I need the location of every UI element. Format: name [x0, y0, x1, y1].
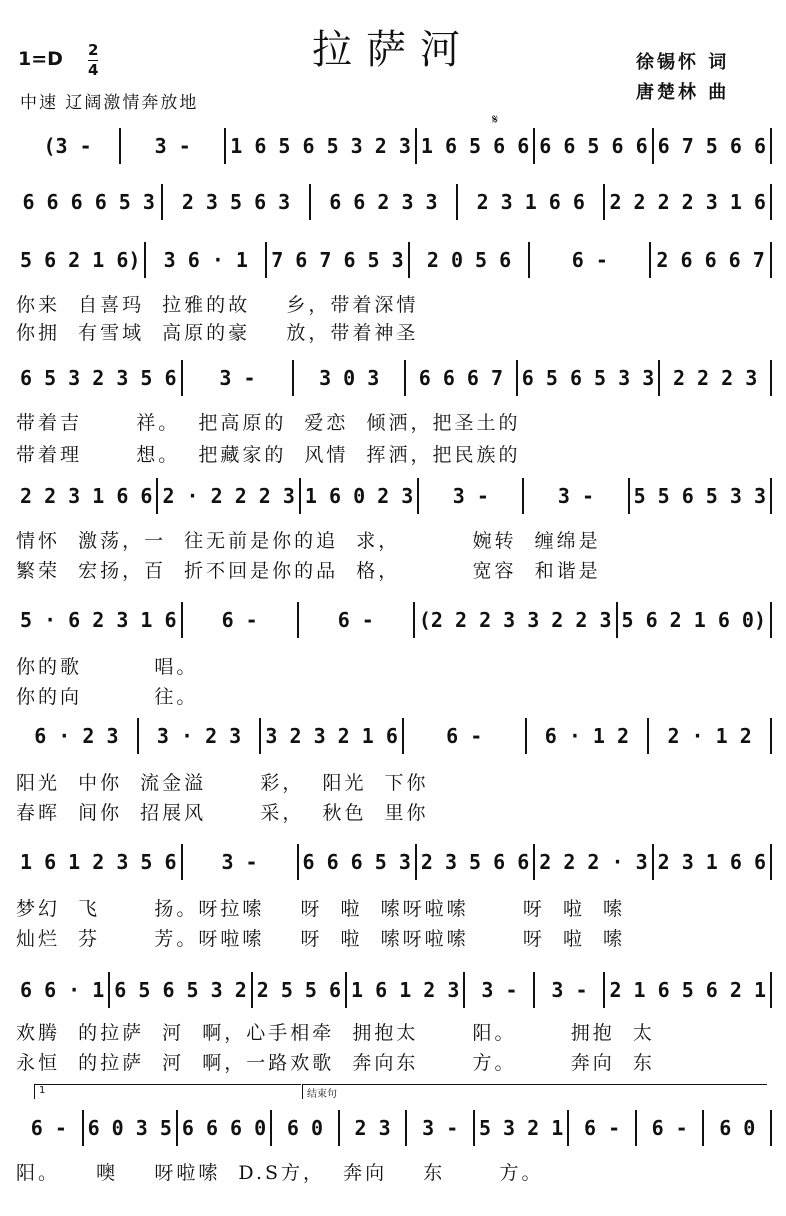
measure: 6 6 6 0	[178, 1110, 272, 1146]
measure: 3 -	[524, 478, 629, 514]
notation-row	[16, 972, 772, 1008]
measure: 2 3 5 6 6	[417, 844, 535, 880]
measure: 6 -	[569, 1110, 637, 1146]
measure: 3 -	[419, 478, 524, 514]
measure: 6 5 6 5 3 2	[110, 972, 252, 1008]
measure: 6 -	[183, 602, 299, 638]
measure: 2 2 3 1 6 6	[16, 478, 158, 514]
segno-mark: 𝄋	[492, 112, 499, 128]
lyric-row: 欢腾 的拉萨 河 啊，心手相牵 拥抱太 阳。 拥抱 太	[16, 1022, 655, 1044]
measure: 5 3 2 1	[475, 1110, 569, 1146]
measure: 6 6 6 6 5 3	[16, 184, 163, 220]
measure: 6 0 3 5	[84, 1110, 178, 1146]
measure: 6 6 6 7	[406, 360, 518, 396]
measure: 6 -	[16, 1110, 84, 1146]
measure: 5 · 6 2 3 1 6	[16, 602, 183, 638]
measure: 6 6 6 5 3	[299, 844, 417, 880]
measure: 6 6 5 6 6	[535, 128, 653, 164]
notation-row	[16, 478, 772, 514]
measure: 6 5 6 5 3 3	[518, 360, 660, 396]
measure: 6 · 2 3	[16, 718, 139, 754]
measure: 5 5 6 5 3 3	[630, 478, 772, 514]
song-title: 拉萨河	[312, 27, 474, 73]
measure: 2 3 1 6 6	[654, 844, 772, 880]
measure: 1 6 0 2 3	[301, 478, 419, 514]
tempo-marking: 中速 辽阔激情奔放地	[20, 93, 199, 113]
measure: (2 2 2 3 3 2 2 3	[415, 602, 618, 638]
measure: 6 -	[299, 602, 415, 638]
measure: 6 -	[530, 242, 651, 278]
composer-credit: 唐楚林 曲	[636, 82, 730, 103]
lyric-row: 你拥 有雪域 高原的豪 放，带着神圣	[16, 322, 419, 344]
notation-row	[16, 844, 772, 880]
lyric-row: 阳光 中你 流金溢 彩， 阳光 下你	[16, 772, 429, 794]
measure: 3 0 3	[294, 360, 406, 396]
measure: 6 · 1 2	[527, 718, 650, 754]
measure: 2 2 2 3	[660, 360, 772, 396]
measure: 3 -	[407, 1110, 475, 1146]
measure: 2 · 2 2 2 3	[158, 478, 300, 514]
measure: 6 6 · 1	[16, 972, 110, 1008]
measure: 1 6 5 6 6	[417, 128, 535, 164]
measure: 6 0	[272, 1110, 340, 1146]
lyric-row: 梦幻 飞 扬。呀拉嗦 呀 啦 嗦呀啦嗦 呀 啦 嗦	[16, 898, 626, 920]
lyricist-credit: 徐锡怀 词	[636, 52, 730, 73]
lyric-row: 繁荣 宏扬，百 折不回是你的品 格， 宽容 和谐是	[16, 560, 601, 582]
measure: 2 5 5 6	[253, 972, 347, 1008]
measure: 2 6 6 6 7	[651, 242, 772, 278]
measure: 3 2 3 2 1 6	[261, 718, 403, 754]
measure: 2 0 5 6	[410, 242, 531, 278]
measure: 3 -	[535, 972, 605, 1008]
lyric-row: 灿烂 芬 芳。呀啦嗦 呀 啦 嗦呀啦嗦 呀 啦 嗦	[16, 928, 626, 950]
notation-row	[16, 1110, 772, 1146]
key-signature: 1=D	[18, 48, 63, 70]
measure: 3 -	[121, 128, 226, 164]
measure: 2 3 5 6 3	[163, 184, 310, 220]
measure: 1 6 1 2 3 5 6	[16, 844, 183, 880]
measure: (3 -	[16, 128, 121, 164]
measure: 3 -	[465, 972, 535, 1008]
measure: 3 · 2 3	[139, 718, 262, 754]
lyric-row: 春晖 间你 招展风 采， 秋色 里你	[16, 802, 429, 824]
meter-bottom: 4	[88, 61, 99, 79]
measure: 3 6 · 1	[146, 242, 267, 278]
measure: 6 6 2 3 3	[311, 184, 458, 220]
measure: 1 6 5 6 5 3 2 3	[226, 128, 417, 164]
lyric-row: 你的向 往。	[16, 686, 199, 708]
lyric-row: 带着吉 祥。 把高原的 爱恋 倾洒，把圣土的	[16, 412, 521, 434]
measure: 2 2 2 2 3 1 6	[605, 184, 772, 220]
lyric-row: 永恒 的拉萨 河 啊，一路欢歌 奔向东 方。 奔向 东	[16, 1052, 655, 1074]
notation-row	[16, 184, 772, 220]
measure: 2 1 6 5 6 2 1	[605, 972, 772, 1008]
lyric-row: 阳。 噢 呀啦嗦 D.S方， 奔向 东 方。	[16, 1162, 544, 1184]
lyric-row: 带着理 想。 把藏家的 风情 挥洒，把民族的	[16, 444, 521, 466]
measure: 2 2 2 · 3	[535, 844, 653, 880]
measure: 1 6 1 2 3	[347, 972, 465, 1008]
measure: 2 3	[340, 1110, 408, 1146]
measure: 6 5 3 2 3 5 6	[16, 360, 183, 396]
notation-row	[16, 718, 772, 754]
measure: 6 0	[704, 1110, 772, 1146]
first-ending-bracket: 1	[34, 1084, 301, 1099]
measure: 5 6 2 1 6)	[16, 242, 146, 278]
final-ending-bracket: 结束句	[302, 1084, 767, 1099]
notation-row	[16, 128, 772, 164]
meter-top: 2	[88, 41, 99, 59]
measure: 6 -	[637, 1110, 705, 1146]
measure: 3 -	[183, 360, 295, 396]
lyric-row: 情怀 激荡，一 往无前是你的追 求， 婉转 缠绵是	[16, 530, 601, 552]
measure: 6 -	[404, 718, 527, 754]
measure: 6 7 5 6 6	[654, 128, 772, 164]
notation-row	[16, 242, 772, 278]
measure: 2 · 1 2	[649, 718, 772, 754]
notation-row	[16, 360, 772, 396]
notation-row	[16, 602, 772, 638]
measure: 2 3 1 6 6	[458, 184, 605, 220]
lyric-row: 你来 自喜玛 拉雅的故 乡，带着深情	[16, 294, 419, 316]
measure: 5 6 2 1 6 0)	[618, 602, 773, 638]
measure: 7 6 7 6 5 3	[267, 242, 409, 278]
lyric-row: 你的歌 唱。	[16, 656, 199, 678]
measure: 3 -	[183, 844, 299, 880]
time-signature	[88, 42, 98, 79]
